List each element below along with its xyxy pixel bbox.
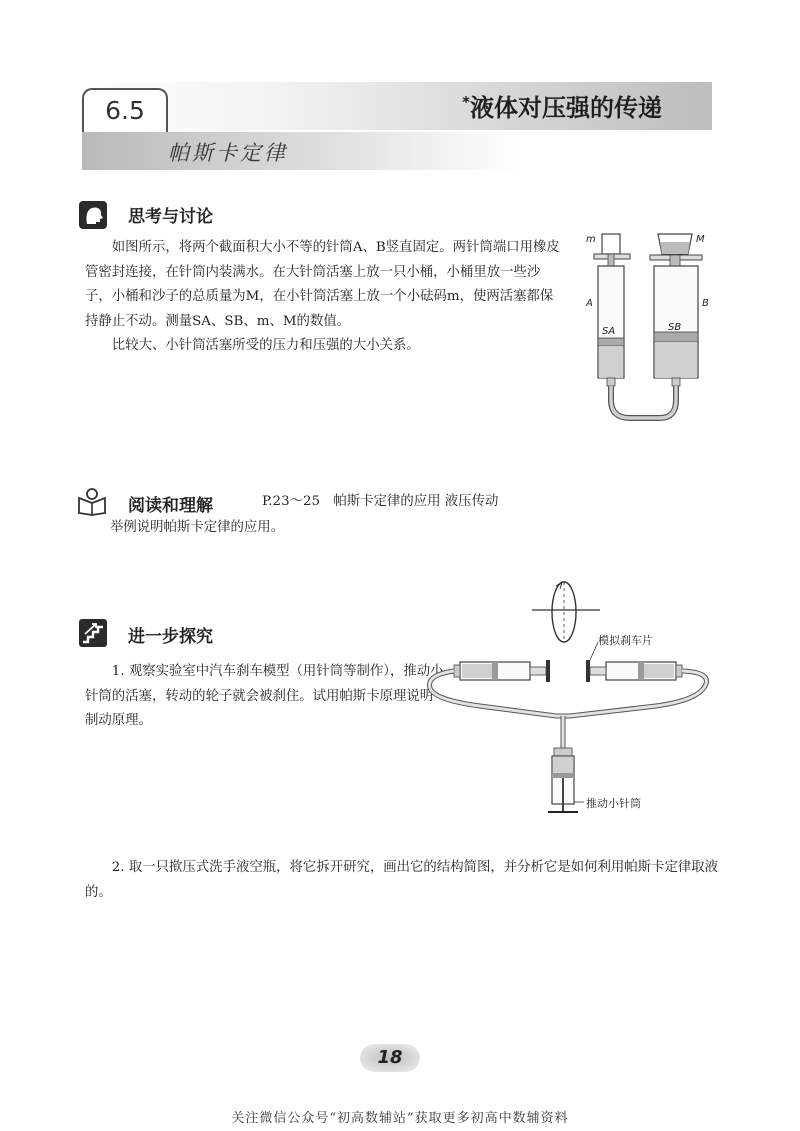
page-number: 18 (360, 1044, 420, 1072)
read-text: 举例说明帕斯卡定律的应用。 (110, 520, 285, 535)
read-reference: P.23～25 帕斯卡定律的应用 液压传动 (262, 494, 499, 509)
read-understand-heading: 阅读和理解 (128, 496, 213, 516)
explore-item-2 (85, 856, 720, 905)
explore-item-1-text: 1. 观察实验室中汽车刹车模型（用针筒等制作），推动小针筒的活塞，转动的轮子就会被刹住。试用帕斯卡原理说明制动原理。 (85, 664, 444, 728)
label-M: M (696, 234, 705, 245)
stairs-icon (78, 618, 108, 652)
label-SB: SB (668, 322, 682, 333)
title-text: 液体对压强的传递 (470, 94, 662, 122)
push-syringe-label: 推动小针筒 (586, 797, 641, 810)
syringe-figure (580, 228, 720, 428)
book-reader-icon (76, 486, 108, 520)
label-B: B (702, 298, 709, 309)
brake-model-figure (420, 580, 720, 820)
head-icon (78, 200, 108, 234)
title-star: * (462, 93, 470, 111)
further-explore-heading: 进一步探究 (128, 627, 213, 647)
think-discuss-heading: 思考与讨论 (128, 207, 213, 227)
label-SA: SA (602, 326, 616, 337)
footer-note: 关注微信公众号“初高数辅站”获取更多初高中数辅资料 (231, 1111, 569, 1126)
explore-item-1 (85, 660, 445, 734)
think-paragraph-2: 比较大、小针筒活塞所受的压力和压强的大小关系。 (111, 338, 420, 353)
think-discuss-text (85, 236, 565, 359)
section-subtitle: 帕斯卡定律 (168, 141, 288, 165)
explore-item-2-text: 2. 取一只揿压式洗手液空瓶，将它拆开研究，画出它的结构简图，并分析它是如何利用帕斯卡定律取液的。 (85, 860, 719, 900)
think-paragraph-1: 如图所示，将两个截面积大小不等的针筒A、B竖直固定。两针筒端口用橡皮管密封连接，在针筒内装满水。在大针筒活塞上放一只小桶，小桶里放一些沙子，小桶和沙子的总质量为M，在小针筒活塞上放一个小砝码m，使两活塞都保持静止不动。测量SA、SB、m、M的数值。 (85, 240, 560, 329)
label-m: m (586, 234, 596, 245)
label-A: A (586, 298, 593, 309)
section-title (462, 88, 662, 123)
section-number: 6.5 (82, 88, 168, 132)
brake-pad-label: 模拟刹车片 (598, 634, 653, 647)
